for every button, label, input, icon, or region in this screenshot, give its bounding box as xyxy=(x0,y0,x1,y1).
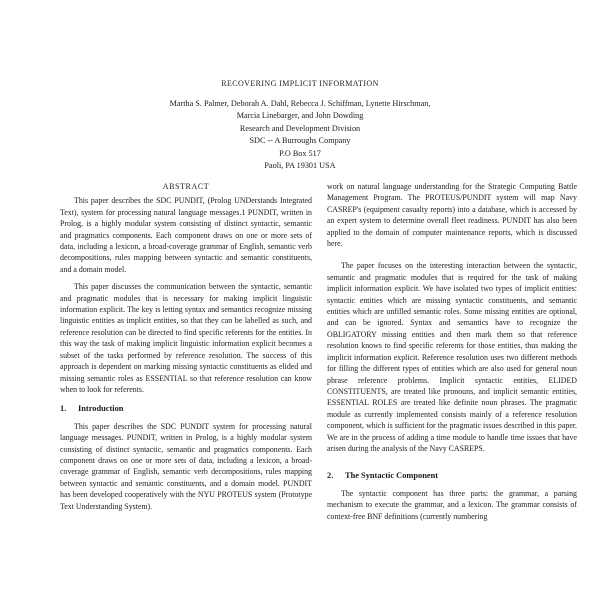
affiliation-company: SDC -- A Burroughs Company xyxy=(249,136,351,146)
left-column xyxy=(60,181,312,512)
introduction-paragraph-1: This paper describes the SDC PUNDIT system for processing natural language messages. PUNDIT, written in Prolog, is a highly modular system consisting of distinct syntactic, semantic and pragmatics components. Each component draws on one or more sets of data, including a lexicon, a broad-coverage grammar of English, semantic verb decompositions, rules mapping between syntactic and semantic constituents, and a domain model. PUNDIT has been developed cooperatively with the NYU PROTEUS system (Prototype Text Understanding System). xyxy=(60,421,312,511)
abstract-paragraph-1: This paper describes the SDC PUNDIT, (Prolog UNDerstands Integrated Text), system for processing natural language messages.1 PUNDIT, written in Prolog, is a highly modular system consisting of distinct syntactic, semantic and pragmatics components. Each component draws on one or more sets of data, including a lexicon, a broad-coverage grammar of English, semantic verb decompositions, rules mapping between syntactic and semantic constituents, and a domain model. xyxy=(60,196,312,274)
continued-paragraph: work on natural language understanding for the Strategic Computing Battle Management Program. The PROTEUS/PUNDIT system will map Navy CASREP's (equipment casualty reports) into a database, which is accessed by an expert system to determine overall fleet readiness. PUNDIT has also been applied to the domain of computer maintenance reports, which is discussed here. xyxy=(327,182,577,249)
author-names-line-2: Marcia Linebarger, and John Dowding xyxy=(236,111,364,121)
paper-title: RECOVERING IMPLICIT INFORMATION xyxy=(221,79,379,88)
abstract-paragraph-2: This paper discusses the communication between the syntactic, semantic and pragmatic modules that is necessary for making implicit linguistic information explicit. The key is letting syntax and semantics recognize missing linguistic entities as implicit entities, so that they can be labelled as such, and reference resolution can be directed to find specific referents for the entities. In this way the task of making implicit linguistic information explicit becomes a subset of the tasks performed by reference resolution. The success of this approach is dependent on marking missing syntactic constituents as elided and missing semantic roles as ESSENTIAL so that reference resolution can know when to look for referents. xyxy=(60,282,312,394)
section-2-number: 2. xyxy=(327,471,334,481)
section-spacer xyxy=(327,454,577,462)
section-1-number: 1. xyxy=(60,404,67,414)
affiliation-city: Paoli, PA 19301 USA xyxy=(264,161,336,171)
section-1-heading xyxy=(60,403,312,414)
author-block xyxy=(120,98,480,172)
affiliation-po-box: P.O Box 517 xyxy=(279,148,321,158)
affiliation-division: Research and Development Division xyxy=(239,123,361,133)
right-column xyxy=(327,181,577,522)
focus-paragraph: The paper focuses on the interesting interaction between the syntactic, semantic and pragmatic modules that is required for the task of making implicit information explicit. We have isolated two types of implicit entities: syntactic entities which are missing syntactic constituents, and semantic entities which are unfilled semantic roles. Some missing entities are optional, and can be ignored. Syntax and semantics have to recognize the OBLIGATORY missing entities and then mark them so that reference resolution knows to find specific referents for those entities, thus making the implicit information explicit. Reference resolution uses two different methods for filling the different types of entities which are also used for general noun phrase reference problems. Implicit syntactic entities, ELIDED CONSTITUENTS, are treated like pronouns, and implicit semantic entities, ESSENTIAL ROLES are treated like definite noun phrases. The pragmatic module as currently implemented consists mainly of a reference resolution component, which is sufficient for the pragmatic issues described in this paper. We are in the process of adding a time module to handle time issues that have arisen during the analysis of the Navy CASREPS. xyxy=(327,261,577,453)
syntactic-component-paragraph: The syntactic component has three parts: the grammar, a parsing mechanism to execute the grammar, and a lexicon. The grammar consists of context-free BNF definitions (currently numbering xyxy=(327,488,577,521)
abstract-heading: ABSTRACT xyxy=(162,182,210,191)
section-1-title: Introduction xyxy=(78,404,124,414)
section-2-heading xyxy=(327,470,577,481)
section-2-title: The Syntactic Component xyxy=(345,471,439,481)
author-names-line-1: Martha S. Palmer, Deborah A. Dahl, Rebecca J. Schiffman, Lynette Hirschman, xyxy=(169,99,431,108)
